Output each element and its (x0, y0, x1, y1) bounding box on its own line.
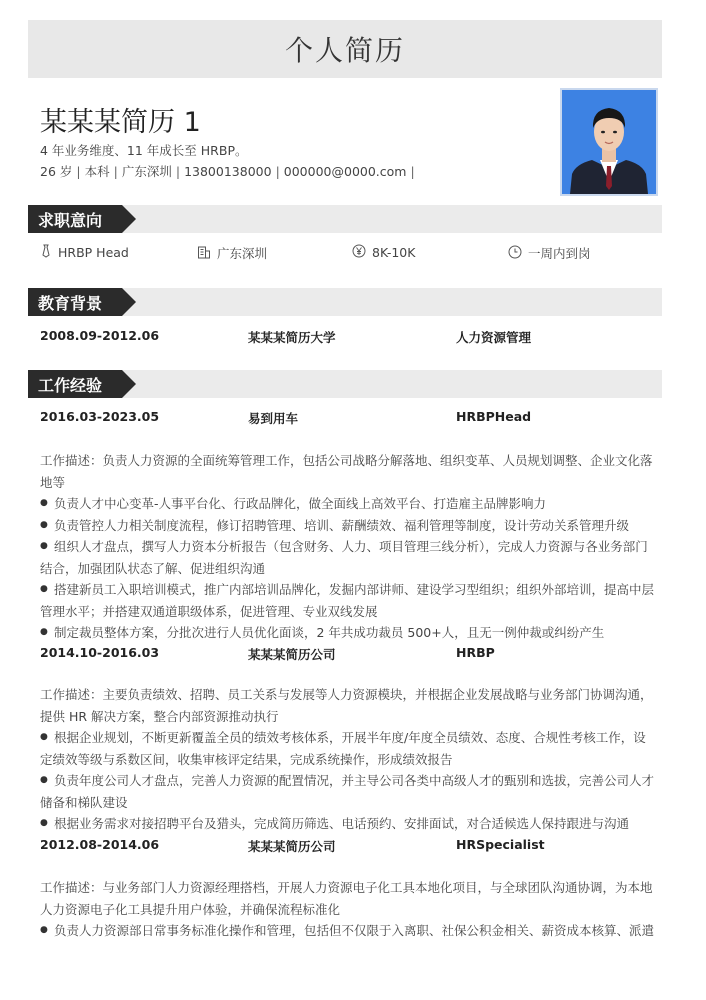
intent-salary-text: 8K-10K (372, 245, 416, 260)
candidate-summary: 4 年业务维度、11 年成长至 HRBP。 (40, 143, 248, 158)
job-period: 2014.10-2016.03 (40, 645, 160, 660)
section-education (28, 288, 662, 316)
job-company: 易到用车 (248, 411, 299, 426)
job-desc-line: 工作描述：与业务部门人力资源经理搭档，开展人力资源电子化工具本地化项目，与全球团队沟通协调，为本地 (40, 880, 653, 895)
job-bullet (40, 813, 660, 835)
job-bullet (40, 579, 660, 622)
building-icon (197, 245, 217, 262)
clock-icon (508, 245, 528, 262)
bullet-line: ● 搭建新员工入职培训模式，推广内部培训品牌化，发掘内部讲师、建设学习型组织；组织外部培训，提高中层 (54, 582, 655, 597)
section-intent (28, 205, 662, 233)
intent-city-text: 广东深圳 (217, 246, 268, 261)
education-school: 某某某简历大学 (248, 330, 336, 345)
job-bullet (40, 536, 660, 579)
section-education-title: 教育背景 (28, 288, 122, 316)
bullet-line: 管理水平；并搭建双通道职级体系，促进管理、专业双线发展 (40, 603, 378, 619)
job-desc-line: 工作描述：主要负责绩效、招聘、员工关系与发展等人力资源模块，并根据企业发展战略与业务部门协调沟通， (40, 687, 653, 702)
job-desc-line: 人力资源电子化工具提升用户体验，并确保流程标准化 (40, 901, 341, 917)
bullet-line: ● 制定裁员整体方案，分批次进行人员优化面谈，2 年共成功裁员 500+人，且无一例仲裁或纠纷产生 (54, 625, 605, 640)
job-company: 某某某简历公司 (248, 647, 336, 662)
bullet-line: 定绩效等级与系数区间，收集审核评定结果，完成系统操作，形成绩效报告 (40, 751, 453, 767)
bullet-line: ● 组织人才盘点，撰写人力资本分析报告（包含财务、人力、项目管理三线分析），完成人力资源与各业务部门 (54, 539, 648, 554)
candidate-basics: 26 岁 | 本科 | 广东深圳 | 13800138000 | 000000@0000.com | (40, 164, 415, 179)
intent-availability-text: 一周内到岗 (528, 246, 591, 261)
education-major: 人力资源管理 (456, 330, 532, 345)
top-banner (28, 20, 662, 78)
intent-salary (352, 244, 415, 261)
bullet-line: ● 负责人才中心变革-人事平台化、行政品牌化，做全面线上高效平台、打造雇主品牌影响力 (54, 496, 547, 511)
banner-title: 个人简历 (284, 34, 405, 67)
intent-position-text: HRBP Head (58, 245, 129, 260)
job-description (40, 877, 660, 942)
job-description (40, 450, 660, 644)
degree: 本科 (84, 164, 110, 179)
candidate-name: 某某某简历 1 (40, 107, 201, 138)
job-company: 某某某简历公司 (248, 839, 336, 854)
job-period: 2016.03-2023.05 (40, 409, 160, 424)
intent-position (40, 244, 129, 261)
email: 000000@0000.com (283, 164, 407, 179)
intent-city (197, 244, 267, 262)
job-desc-line: 提供 HR 解决方案，整合内部资源推动执行 (40, 708, 279, 724)
job-bullet (40, 727, 660, 770)
section-work-title: 工作经验 (28, 370, 122, 398)
age: 26 岁 (40, 164, 73, 179)
job-desc-line: 工作描述：负责人力资源的全面统筹管理工作，包括公司战略分解落地、组织变革、人员规划调整、企业文化落 (40, 453, 653, 468)
location: 广东深圳 (121, 164, 172, 179)
profile-photo (560, 88, 658, 196)
section-work (28, 370, 662, 398)
job-bullet (40, 920, 660, 942)
job-bullet (40, 770, 660, 813)
tie-icon (40, 244, 58, 261)
bullet-line: ● 根据业务需求对接招聘平台及猎头，完成简历筛选、电话预约、安排面试，对合适候选人保持跟进与沟通 (54, 816, 630, 831)
job-title: HRSpecialist (456, 837, 545, 852)
phone: 13800138000 (184, 164, 272, 179)
intent-availability (508, 244, 591, 262)
bullet-line: ● 负责年度公司人才盘点，完善人力资源的配置情况，并主导公司各类中高级人才的甄别和选拔，完善公司人才 (54, 773, 655, 788)
bullet-line: 储备和梯队建设 (40, 794, 128, 810)
education-period: 2008.09-2012.06 (40, 328, 160, 343)
section-intent-title: 求职意向 (28, 205, 122, 233)
bullet-line: 结合，加强团队状态了解、促进组织沟通 (40, 560, 266, 576)
job-bullet (40, 622, 660, 644)
job-bullet (40, 493, 660, 515)
job-bullet (40, 515, 660, 537)
job-title: HRBP (456, 645, 495, 660)
job-desc-line: 地等 (40, 474, 66, 490)
job-title: HRBPHead (456, 409, 532, 424)
bullet-line: ● 根据企业规划，不断更新覆盖全员的绩效考核体系，开展半年度/年度全员绩效、态度、合规性考核工作，设 (54, 730, 646, 745)
bullet-line: ● 负责管控人力相关制度流程，修订招聘管理、培训、薪酬绩效、福利管理等制度，设计劳动关系管理升级 (54, 517, 630, 533)
job-period: 2012.08-2014.06 (40, 837, 160, 852)
yen-icon (352, 244, 372, 261)
job-description (40, 684, 660, 835)
bullet-line: ● 负责人力资源部日常事务标准化操作和管理，包括但不仅限于入离职、社保公积金相关、薪资成本核算、派遣 (54, 923, 655, 938)
